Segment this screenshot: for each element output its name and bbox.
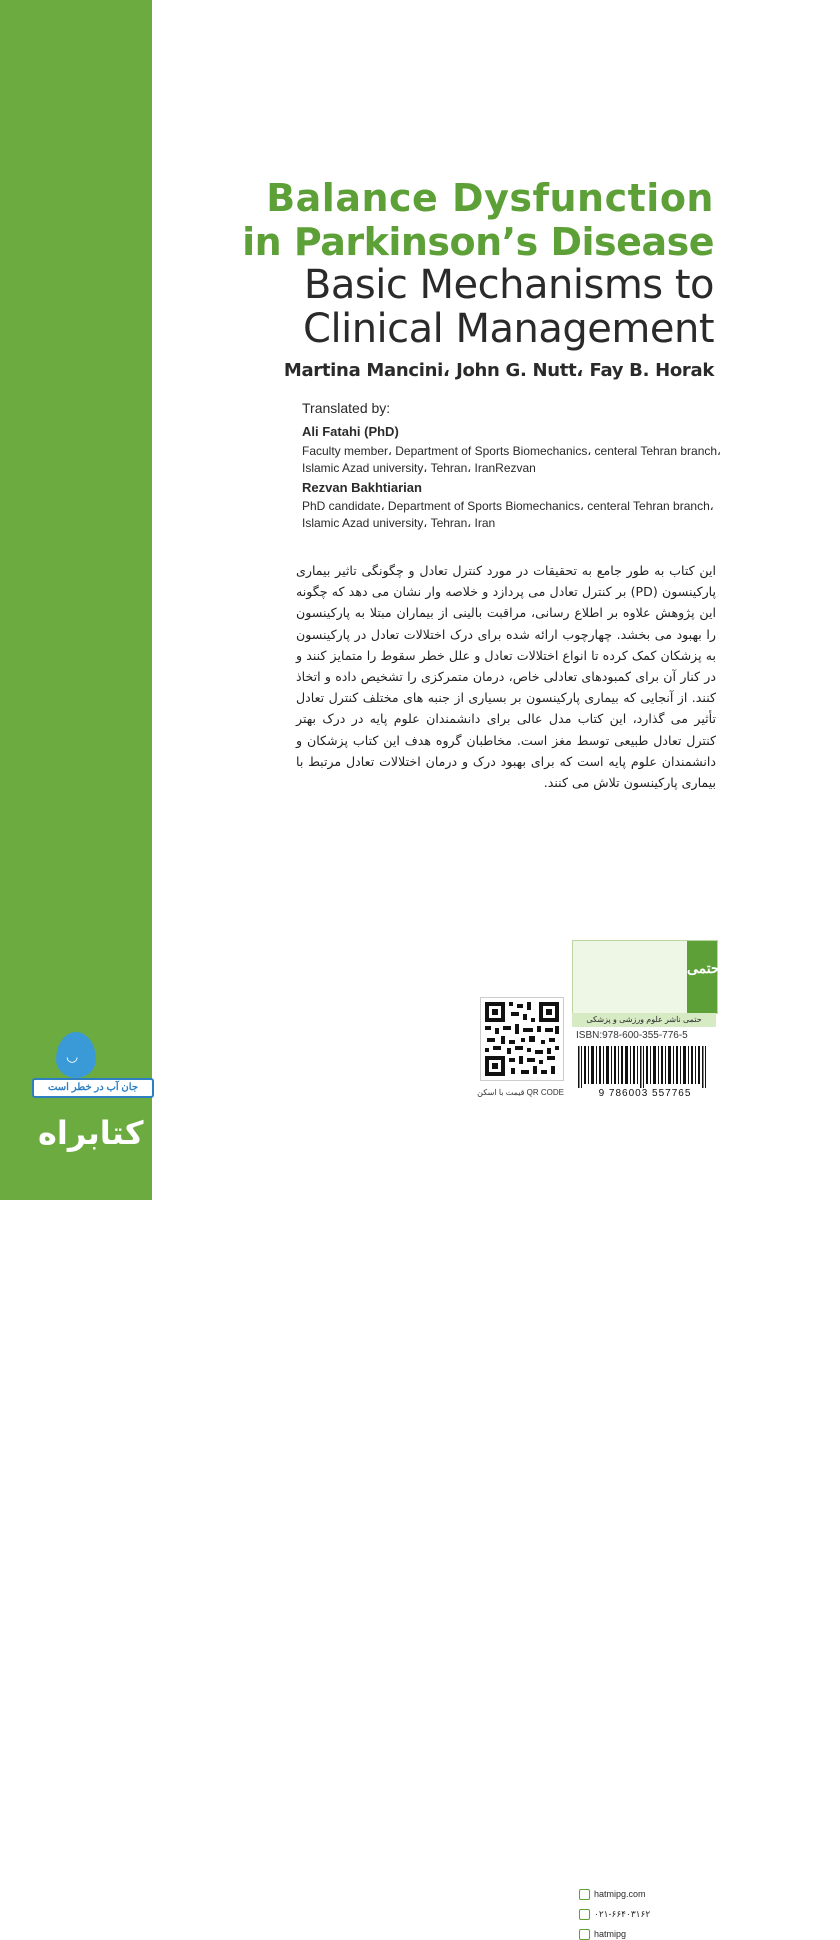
translator-name-2: Rezvan Bakhtiarian — [302, 480, 422, 495]
instagram-row — [579, 1929, 626, 1940]
isbn-number: 9 786003 557765 — [598, 1088, 692, 1099]
publisher-instagram: hatmipg — [594, 1929, 627, 1939]
publisher-phone: ۰۲۱-۶۶۴۰۳۱۶۲ — [594, 1909, 651, 1919]
publisher-website: hatmipg.com — [594, 1889, 646, 1899]
green-spine — [0, 0, 152, 1200]
barcode — [574, 1046, 716, 1088]
translator-desc-1: Faculty member، Department of Sports Biomechanics، centeral Tehran branch، Islamic Azad university، Tehran، IranRezvan — [302, 444, 721, 475]
translator-desc-2: PhD candidate، Department of Sports Biomechanics، centeral Tehran branch، Islamic Azad university، Tehran، Iran — [302, 499, 714, 530]
brand-name: کتابراه — [38, 1114, 144, 1152]
ketabrah-logo-icon — [152, 1104, 202, 1158]
book-title-line-2: in Parkinson’s Disease — [242, 220, 714, 264]
qr-caption: قیمت با اسکن QR CODE — [477, 1088, 564, 1097]
publisher-logo — [687, 941, 720, 1013]
website-row — [579, 1889, 646, 1900]
isbn-label: ISBN:978-600-355-776-5 — [576, 1030, 688, 1041]
qr-code — [480, 997, 564, 1081]
instagram-icon — [579, 1929, 590, 1940]
book-description: این کتاب به طور جامع به تحقیقات در مورد کنترل تعادل و چگونگی تاثیر بیماری پارکینسون (PD) بر کنترل تعادل می پردازد و خلاصه وار نشان می دهد که چگونه این پژوهش علاوه بر اطلاع رسانی، مراقبت بالینی از بیماران مبتلا به پارکینسون را بهبود می بخشد. چهارچوب ارائه شده برای درک اختلالات تعادل در پارکینسون به پزشکان کمک کرده تا انواع اختلالات تعادل و علل خطر سقوط را متمایز کنند و در کنار آن برای کمبودهای تعادلی خاص، درمان متمرکزی را تشخیص داده و اتخاذ کنند. از آنجایی که بیماری پارکینسون بر بسیاری از جنبه های مختلف کنترل تعادل تأثیر می گذارد، این کتاب مدل عالی برای دانشمندان علوم پایه در درک بهتر کنترل تعادل طبیعی توسط مغز است. مخاطبان گروه هدف این کتاب پزشکان و دانشمندان علوم پایه است که برای بهبود درک و درمان اختلالات تعادل مرتبط با بیماری پارکینسون تلاش می کنند. — [296, 563, 716, 791]
publisher-slogan: حتمی ناشر علوم ورزشی و پزشکی — [572, 1013, 716, 1027]
authors: Martina Mancini، John G. Nutt، Fay B. Horak — [283, 360, 714, 381]
book-subtitle-line-1: Basic Mechanisms to — [303, 262, 714, 308]
drop-face-icon: ◡ — [66, 1048, 79, 1064]
phone-icon — [579, 1909, 590, 1920]
translator-name-1: Ali Fatahi (PhD) — [302, 424, 399, 439]
water-badge-text: جان آب در خطر است — [32, 1078, 154, 1098]
translated-by-label: Translated by: — [302, 400, 391, 416]
globe-icon — [579, 1889, 590, 1900]
book-subtitle-line-2: Clinical Management — [303, 306, 714, 352]
phone-row — [579, 1909, 650, 1920]
publisher-logo-text: حتمی — [687, 960, 720, 976]
book-title-line-1: Balance Dysfunction — [266, 176, 714, 220]
